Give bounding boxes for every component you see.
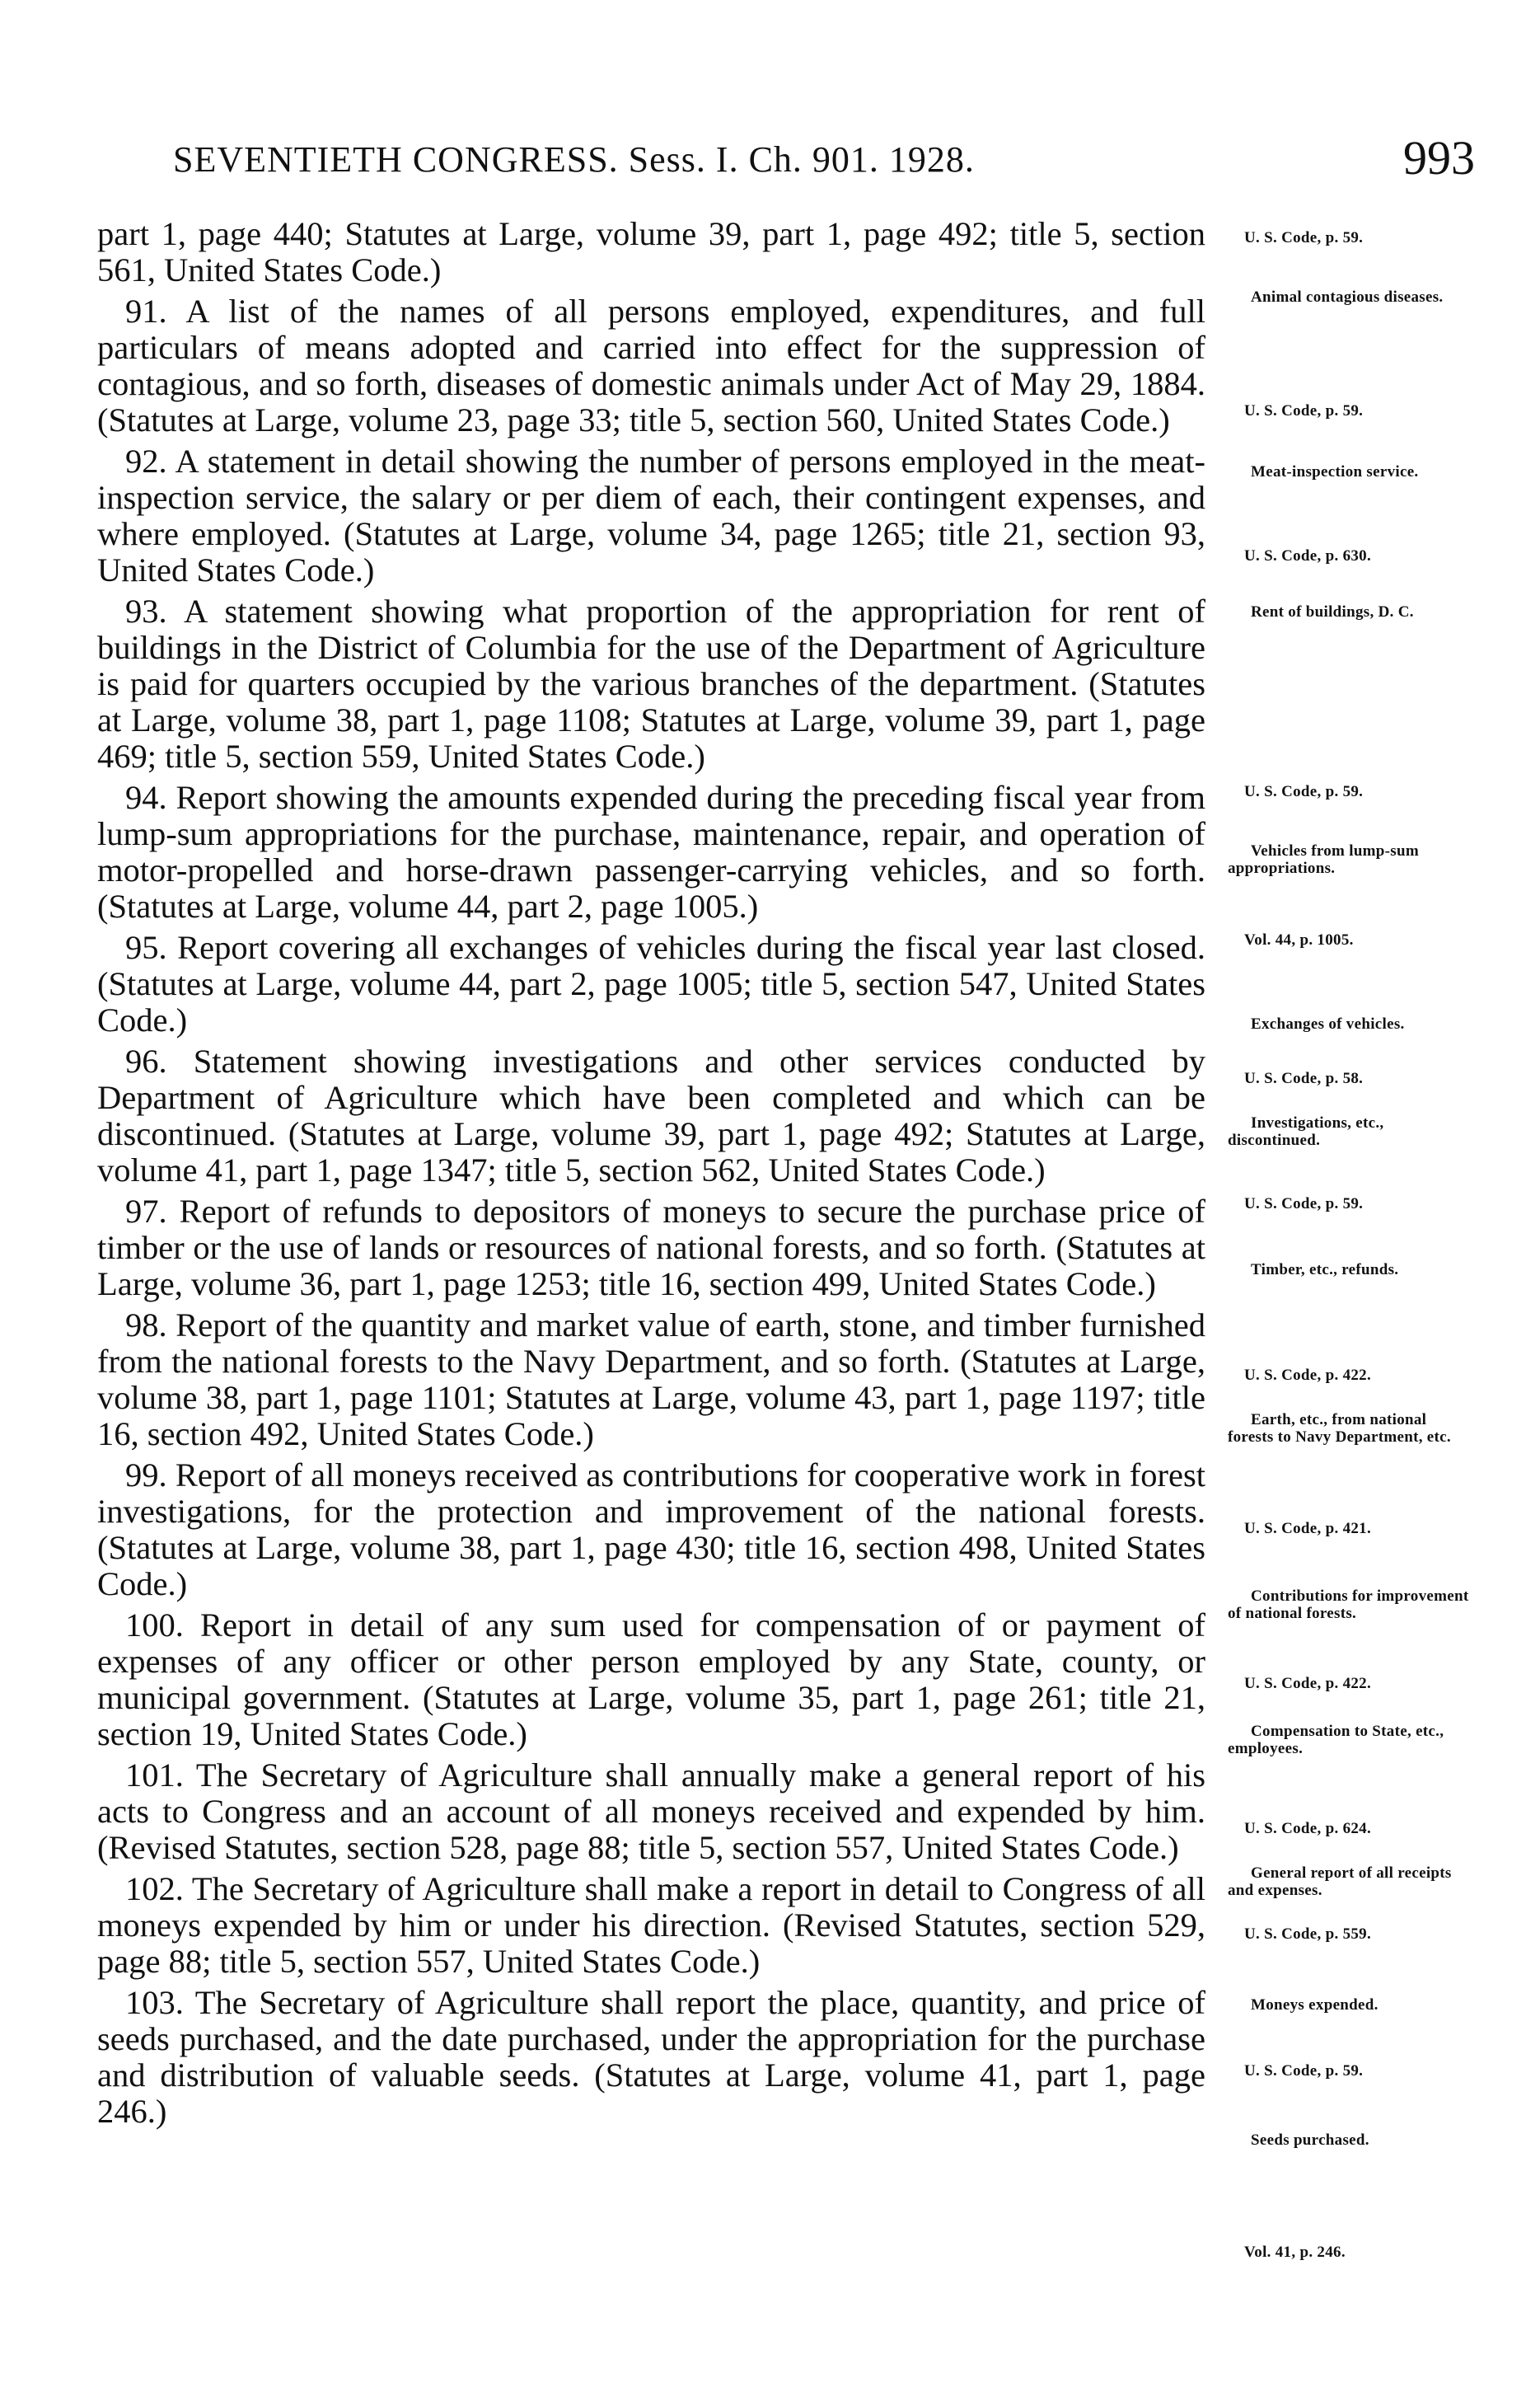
body-text [97,216,1205,2135]
paragraph-102: 102. The Secretary of Agriculture shall make a report in detail to Congress of all moneys expended by him or under his direction. (Revised Statutes, section 529, page 88; title 5, section 557, United States Code.) [97,1870,1205,1980]
paragraph-98: 98. Report of the quantity and market value of earth, stone, and timber furnished from the national forests to the Navy Department, and so forth. (Statutes at Large, volume 38, part 1, page 1101; Statutes at Large, volume 43, part 1, page 1197; title 16, section 492, United States Code.) [97,1306,1205,1452]
running-head: SEVENTIETH CONGRESS. Sess. I. Ch. 901. 1928. [173,139,975,180]
margin-citation: U. S. Code, p. 59. [1244,1195,1364,1212]
page-number: 993 [1403,131,1475,185]
margin-sidenote: General report of all receipts and expenses. [1228,1864,1452,1899]
margin-citation: U. S. Code, p. 559. [1244,1925,1372,1943]
margin-sidenote: Meat-inspection service. [1251,463,1419,481]
margin-citation: U. S. Code, p. 630. [1244,547,1372,565]
margin-sidenote: Exchanges of vehicles. [1251,1015,1405,1033]
margin-sidenote: Earth, etc., from national forests to Navy Department, etc. [1228,1411,1451,1446]
margin-citation: U. S. Code, p. 422. [1244,1675,1372,1692]
margin-citation: U. S. Code, p. 59. [1244,229,1364,246]
paragraph-94: 94. Report showing the amounts expended during the preceding fiscal year from lump-sum appropriations for the purchase, maintenance, repair, and operation of motor-propelled and horse-drawn passenger-carrying vehicles, and so forth. (Statutes at Large, volume 44, part 2, page 1005.) [97,779,1205,925]
margin-sidenote: Vehicles from lump-sum appropriations. [1228,842,1419,877]
paragraph-92: 92. A statement in detail showing the number of persons employed in the meat-inspection service, the salary or per diem of each, their contingent expenses, and where employed. (Statutes at Large, volume 34, page 1265; title 21, section 93, United States Code.) [97,443,1205,589]
margin-sidenote: Investigations, etc., discontinued. [1228,1114,1384,1149]
paragraph-95: 95. Report covering all exchanges of vehicles during the fiscal year last closed. (Statutes at Large, volume 44, part 2, page 1005; title 5, section 547, United States Code.) [97,929,1205,1039]
margin-sidenote: Animal contagious diseases. [1251,288,1444,306]
margin-citation: U. S. Code, p. 421. [1244,1520,1372,1537]
margin-sidenote: Contributions for improvement of national forests. [1228,1587,1469,1622]
paragraph-91: 91. A list of the names of all persons employed, expenditures, and full particulars of means adopted and carried into effect for the suppression of contagious, and so forth, diseases of domestic animals under Act of May 29, 1884. (Statutes at Large, volume 23, page 33; title 5, section 560, United States Code.) [97,293,1205,438]
margin-sidenote: Timber, etc., refunds. [1251,1261,1399,1278]
paragraph-97: 97. Report of refunds to depositors of moneys to secure the purchase price of timber or the use of lands or resources of national forests, and so forth. (Statutes at Large, volume 36, part 1, page 1253; title 16, section 499, United States Code.) [97,1193,1205,1302]
paragraph-103: 103. The Secretary of Agriculture shall report the place, quantity, and price of seeds purchased, and the date purchased, under the appropriation for the purchase and distribution of valuable seeds. (Statutes at Large, volume 41, part 1, page 246.) [97,1984,1205,2130]
margin-citation: U. S. Code, p. 59. [1244,402,1364,420]
paragraph-continued: part 1, page 440; Statutes at Large, volume 39, part 1, page 492; title 5, section 561, United States Code.) [97,215,1205,288]
paragraph-93: 93. A statement showing what proportion of the appropriation for rent of buildings in the District of Columbia for the use of the Department of Agriculture is paid for quarters occupied by the various branches of the department. (Statutes at Large, volume 38, part 1, page 1108; Statutes at Large, volume 39, part 1, page 469; title 5, section 559, United States Code.) [97,593,1205,775]
margin-sidenote: Rent of buildings, D. C. [1251,603,1414,621]
margin-citation: U. S. Code, p. 422. [1244,1367,1372,1384]
margin-citation: Vol. 44, p. 1005. [1244,931,1354,949]
margin-citation: U. S. Code, p. 59. [1244,783,1364,800]
page-header [173,130,1475,188]
margin-sidenote: Seeds purchased. [1251,2131,1369,2149]
paragraph-100: 100. Report in detail of any sum used for compensation of or payment of expenses of any officer or other person employed by any State, county, or municipal government. (Statutes at Large, volume 35, part 1, page 261; title 21, section 19, United States Code.) [97,1606,1205,1752]
margin-sidenote: Compensation to State, etc., employees. [1228,1723,1444,1757]
margin-citation: U. S. Code, p. 58. [1244,1070,1364,1087]
margin-citation: U. S. Code, p. 624. [1244,1820,1372,1837]
paragraph-96: 96. Statement showing investigations and other services conducted by Department of Agriculture which have been completed and which can be discontinued. (Statutes at Large, volume 39, part 1, page 492; Statutes at Large, volume 41, part 1, page 1347; title 5, section 562, United States Code.) [97,1043,1205,1189]
margin-citation: Vol. 41, p. 246. [1244,2244,1346,2261]
margin-sidenote: Moneys expended. [1251,1996,1379,2014]
margin-citation: U. S. Code, p. 59. [1244,2062,1364,2080]
paragraph-101: 101. The Secretary of Agriculture shall annually make a general report of his acts to Congress and an account of all moneys received and expended by him. (Revised Statutes, section 528, page 88; title 5, section 557, United States Code.) [97,1756,1205,1866]
margin-notes [1228,216,1475,2359]
paragraph-99: 99. Report of all moneys received as contributions for cooperative work in forest investigations, for the protection and improvement of the national forests. (Statutes at Large, volume 38, part 1, page 430; title 16, section 498, United States Code.) [97,1456,1205,1602]
